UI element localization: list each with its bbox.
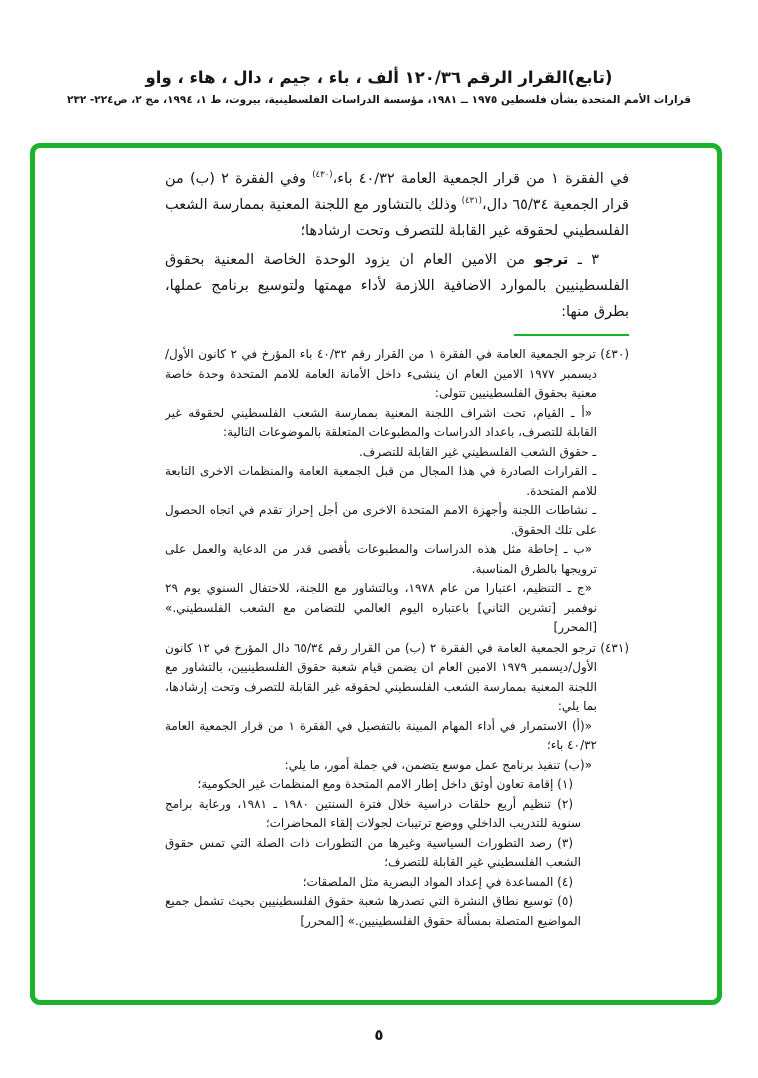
frame-content (165, 166, 629, 931)
footnotes-section (165, 345, 629, 931)
footnote-reference: (٤٣١) (461, 196, 482, 207)
footnote-paragraph: ـ حقوق الشعب الفلسطيني غير القابلة للتصرف. (358, 444, 596, 459)
footnote-reference: (٤٣٠) (312, 170, 333, 181)
green-frame-border (30, 143, 722, 1005)
body-paragraph: ٣ ـ ترجو من الامين العام ان يزود الوحدة الخاصة المعنية بحقوق الفلسطينيين بالموارد الاضافية اللازمة لأداء مهمتها ولتوسيع برنامج عملها، بطرق منها: (165, 252, 629, 320)
footnote-paragraph: «(أ) الاستمرار في أداء المهام المبينة بالتفصيل في الفقرة ١ من قرار الجمعية العامة ٤٠/٣٢ باء؛ (165, 718, 597, 752)
footnote-separator (514, 334, 629, 336)
footnote-paragraph: (١) إقامة تعاون أوثق داخل إطار الامم المتحدة ومع المنظمات غير الحكومية؛ (197, 777, 573, 791)
footnote-paragraph: (٥) توسيع نطاق النشرة التي تصدرها شعبة حقوق الفلسطينيين بحيث تشمل جميع المواضيع المتصلة بمسألة حقوق الفلسطينيين.» [المحرر] (165, 894, 581, 928)
emphasized-word: ترجو (534, 252, 569, 268)
resolution-title: (تابع)القرار الرقم ١٢٠/٣٦ ألف ، باء ، جيم ، دال ، هاء ، واو (145, 68, 613, 87)
footnote-paragraph: ـ القرارات الصادرة في هذا المجال من قبل الجمعية العامة والمنظمات الاخرى التابعة للامم المتحدة. (165, 464, 597, 498)
footnote-paragraph: (٤٣٠) ترجو الجمعية العامة في الفقرة ١ من القرار رقم ٤٠/٣٢ باء المؤرخ في ٢ كانون الأول/ديسمبر ١٩٧٧ الامين العام ان ينشىء داخل الأمانة العامة للامم المتحدة وحدة خاصة معنية بحقوق الفلسطينيين تتولى: (165, 347, 629, 400)
footnote-paragraph: (٤) المساعدة في إعداد المواد البصرية مثل الملصقات؛ (302, 874, 573, 889)
footnote-paragraph: «(ب) تنفيذ برنامج عمل موسع يتضمن، في جملة أمور، ما يلي: (284, 757, 592, 772)
footnote-paragraph: ـ نشاطات اللجنة وأجهزة الامم المتحدة الاخرى من أجل إحراز تقدم في اتجاه الحصول على تلك الحقوق. (165, 503, 597, 537)
document-header (0, 68, 758, 106)
footnote-paragraph: (٢) تنظيم أربع حلقات دراسية خلال فترة السنتين ١٩٨٠ ـ ١٩٨١، ورعاية برامج سنوية للتدريب الداخلي ووضع ترتيبات لجولات إلقاء المحاضرات؛ (165, 796, 581, 830)
source-citation: قرارات الأمم المتحدة بشأن فلسطين ١٩٧٥ ــ ١٩٨١، مؤسسة الدراسات الفلسطينية، بيروت، ط ١، ١٩٩٤، مج ٢، ص٢٢٤- ٢٣٢ (67, 94, 691, 106)
body-paragraph: في الفقرة ١ من قرار الجمعية العامة ٤٠/٣٢ باء،$^{(٤٣٠)}$ وفي الفقرة ٢ (ب) من قرار الجمعية ٦٥/٣٤ دال،$^{(٤٣١)}$ وذلك بالتشاور مع اللجنة المعنية بممارسة الشعب الفلسطيني لحقوقه غير القابلة للتصرف وتحت ارشادها؛ (165, 170, 629, 239)
footnote-paragraph: «ب ـ إحاطة مثل هذه الدراسات والمطبوعات بأقصى قدر من الدعاية والعمل على ترويجها بالطرق المناسبة. (165, 542, 597, 576)
footnote (165, 345, 629, 638)
footnote-paragraph: (٣) رصد التطورات السياسية وغيرها من التطورات ذات الصلة التي تمس حقوق الشعب الفلسطيني غير القابلة للتصرف؛ (165, 835, 581, 869)
page-number: ٥ (374, 1026, 384, 1044)
footnote-paragraph: «ج ـ التنظيم، اعتبارا من عام ١٩٧٨، وبالتشاور مع اللجنة، للاحتفال السنوي يوم ٢٩ نوفمبر [تشرين الثاني] باعتباره اليوم العالمي للتضامن مع الشعب الفلسطيني.» [المحرر] (165, 581, 597, 634)
resolution-body (165, 166, 629, 325)
footnote-paragraph: «أ ـ القيام، تحت اشراف اللجنة المعنية بممارسة الشعب الفلسطيني لحقوقه غير القابلة للتصرف، باعداد الدراسات والمطبوعات المتعلقة بالموضوعات التالية: (165, 405, 597, 439)
footnote-paragraph: (٤٣١) ترجو الجمعية العامة في الفقرة ٢ (ب) من القرار رقم ٦٥/٣٤ دال المؤرخ في ١٢ كانون الأول/ديسمبر ١٩٧٩ الامين العام ان يضمن قيام شعبة حقوق الفلسطينيين، بالتشاور مع اللجنة المعنية بممارسة الشعب الفلسطيني لحقوقه غير القابلة للتصرف وتحت إرشادها، بما يلي: (165, 640, 629, 713)
footnote (165, 639, 629, 932)
